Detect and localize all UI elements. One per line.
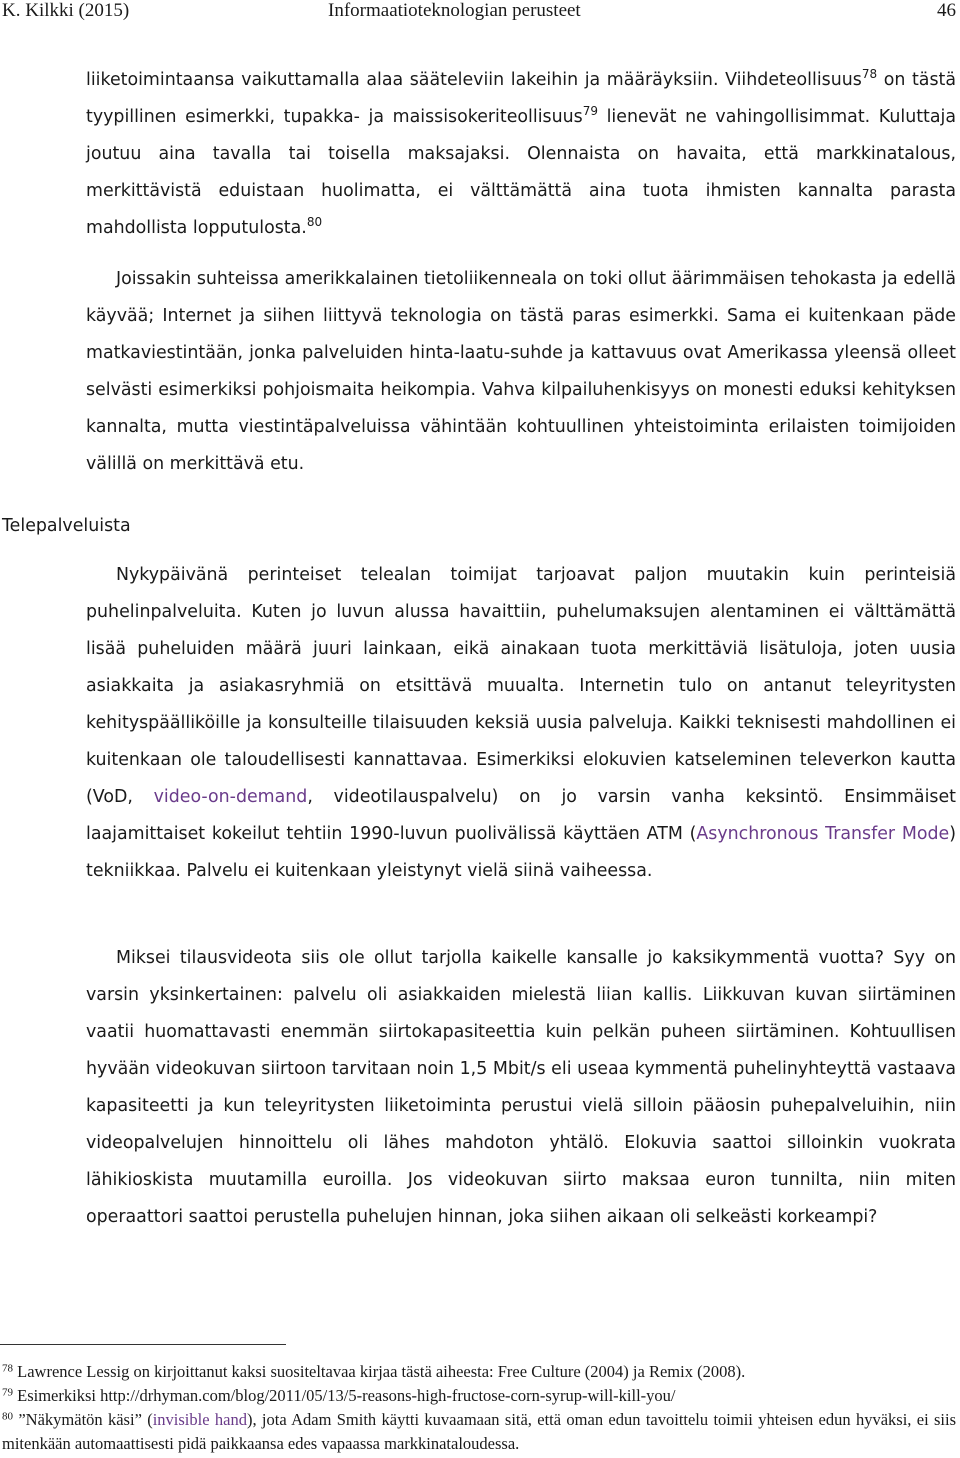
footnote-ref-79[interactable]: 79 [582, 103, 598, 118]
paragraph-4 [86, 940, 956, 1236]
paragraph-2-text: Joissakin suhteissa amerikkalainen tietoliikenneala on toki ollut äärimmäisen tehokasta ja edellä käyvää; Internet ja siihen liittyvä teknologia on tästä paras esimerkki. Sama ei kuitenkaan päde matkaviestintään, jonka palveluiden hinta-laatu-suhde ja kattavuus ovat Amerikassa yleensä olleet selvästi esimerkiksi pohjoismaita heikompia. Vahva kilpailuhenkisyys on monesti eduksi kehityksen kannalta, mutta viestintäpalveluissa vähintään kohtuullinen yhteistoiminta erilaisten toimijoiden välillä on merkittävä etu. [86, 269, 956, 474]
paragraph-3-text-b: , videotilauspalvelu) on jo varsin vanha keksintö. Ensimmäiset laajamittaiset kokeilut tehtiin 1990-luvun puolivälissä käyttäen ATM ( [86, 787, 956, 844]
footnote-number: 79 [2, 1386, 13, 1399]
footnote-number: 78 [2, 1362, 13, 1375]
footnote-ref-78[interactable]: 78 [861, 66, 878, 81]
video-on-demand-link[interactable]: video-on-demand [153, 787, 308, 807]
section-heading: Telepalveluista [2, 516, 131, 536]
paragraph-1-text-b: on tästä tyypillinen esimerkki, tupakka- ja maissisokeriteollisuus [86, 70, 956, 127]
footnote-url-text[interactable]: Esimerkiksi http://drhyman.com/blog/2011/05/13/5-reasons-high-fructose-corn-syrup-will-kill-you/ [17, 1386, 676, 1405]
footnote-78 [2, 1360, 956, 1384]
header-author: K. Kilkki (2015) [2, 0, 130, 21]
page-number: 46 [937, 0, 956, 21]
paragraph-1 [86, 62, 956, 247]
paragraph-3 [86, 557, 956, 890]
paragraph-2 [86, 261, 956, 483]
paragraph-4-text: Miksei tilausvideota siis ole ollut tarjolla kaikelle kansalle jo kaksikymmentä vuotta? Syy on varsin yksinkertainen: palvelu oli asiakkaiden mielestä liian kallis. Liikkuvan kuvan siirtäminen vaatii huomattavasti enemmän siirtokapasiteettia kuin pelkän puheen siirtäminen. Kohtuullisen hyvään videokuvan siirtoon tarvitaan noin 1,5 Mbit/s eli useaa kymmentä puhelinyhteyttä vastaava kapasiteetti ja kun teleyritysten liiketoiminta perustui vielä silloin pääosin puhepalveluihin, niin videopalvelujen hinnoittelu oli lähes mahdoton yhtälö. Elokuvia saattoi silloinkin vuokrata lähikioskista muutamilla euroilla. Jos videokuvan siirto maksaa euron tunnilta, niin miten operaattori saattoi perustella puhelujen hinnan, joka siihen aikaan oli selkeästi korkeampi? [86, 948, 956, 1227]
paragraph-3-text-a: Nykypäivänä perinteiset telealan toimijat tarjoavat paljon muutakin kuin perinteisiä puhelinpalveluita. Kuten jo luvun alussa havaittiin, puhelumaksujen alentaminen ei välttämättä lisää puheluiden määrä juuri lainkaan, eikä ainakaan tuota merkittäviä lisätuloja, joten uusia asiakkaita ja asiakasryhmiä on etsittävä muualta. Internetin tulo on antanut teleyritysten kehityspäälliköille ja konsulteille tilaisuuden keksiä uusia palveluja. Kaikki teknisesti mahdollinen ei kuitenkaan ole taloudellisesti kannattavaa. Esimerkiksi elokuvien katseleminen televerkon kautta (VoD, [86, 565, 956, 807]
footnote-text: ”Näkymätön käsi” ( [18, 1410, 153, 1429]
invisible-hand-link[interactable]: invisible hand [152, 1410, 247, 1429]
paragraph-3-text-c: ) tekniikkaa. Palvelu ei kuitenkaan yleistynyt vielä siinä vaiheessa. [86, 824, 957, 881]
paragraph-1-text-c: lienevät ne vahingollisimmat. Kuluttaja joutuu aina tavalla tai toisella maksajaksi. Olennaista on havaita, että markkinatalous, merkittävistä eduistaan huolimatta, ei välttämättä aina tuota ihmisten kannalta parasta mahdollista lopputulosta. [86, 107, 956, 238]
footnote-text: ), jota Adam Smith käytti kuvaamaan sitä, että oman edun tavoittelu toimii yhteisen edun hyväksi, ei siis mitenkään automaattisesti pidä paikkaansa edes vapaassa markkinataloudessa. [2, 1410, 957, 1453]
footnote-79 [2, 1384, 956, 1408]
footnote-text: Lawrence Lessig on kirjoittanut kaksi suositeltavaa kirjaa tästä aiheesta: Free Culture (2004) ja Remix (2008). [17, 1362, 746, 1381]
page-header [0, 0, 960, 26]
footnote-number: 80 [2, 1410, 13, 1423]
paragraph-1-text-a: liiketoimintaansa vaikuttamalla alaa sääteleviin lakeihin ja määräyksiin. Viihdeteollisuus [86, 70, 862, 90]
footnotes [2, 1360, 956, 1456]
header-title: Informaatioteknologian perusteet [328, 0, 581, 21]
footnote-divider [0, 1344, 286, 1345]
footnote-ref-80[interactable]: 80 [306, 214, 323, 229]
footnote-80 [2, 1408, 956, 1456]
asynchronous-transfer-mode-link[interactable]: Asynchronous Transfer Mode [696, 824, 950, 844]
